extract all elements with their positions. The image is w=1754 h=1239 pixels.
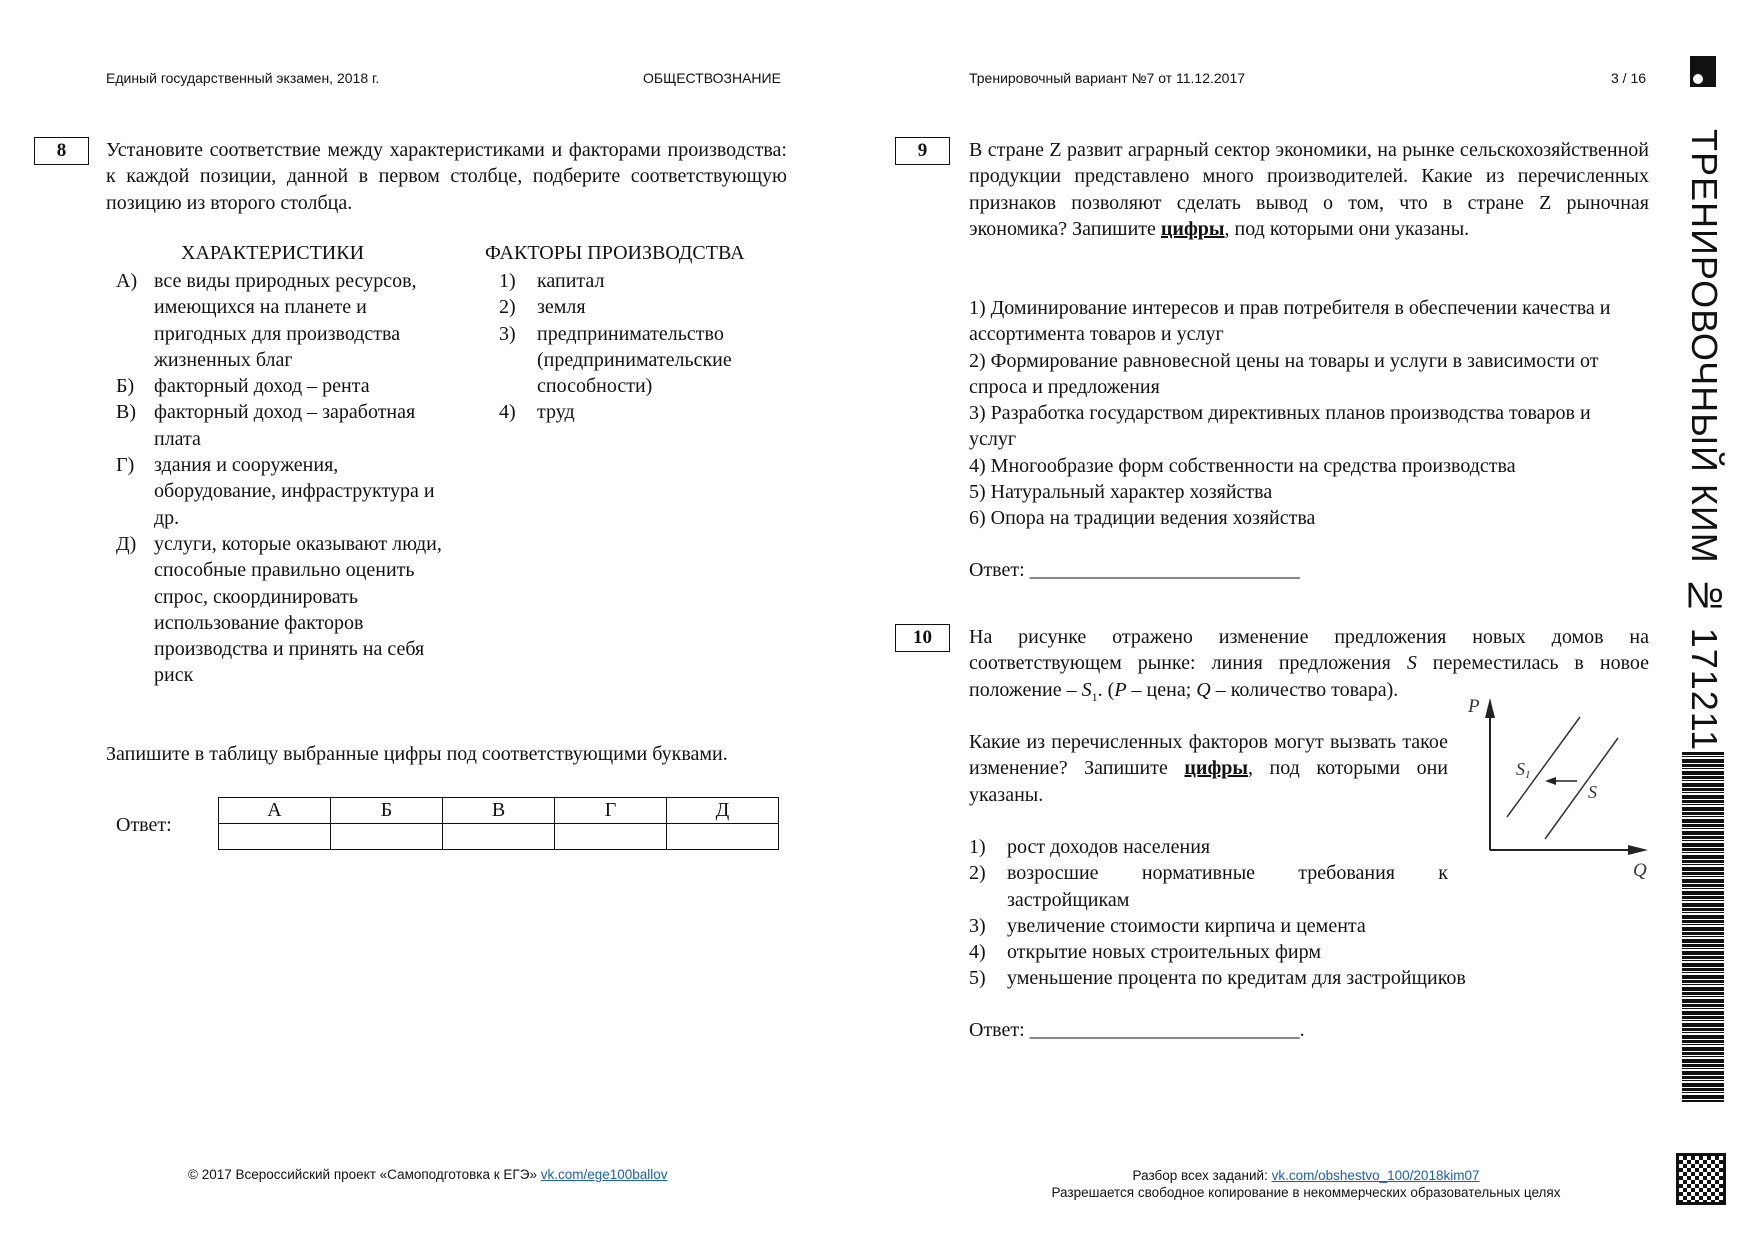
char-item: Д) услуги, которые оказывают люди, способные правильно оценить спрос, скоординировать использование факторов производства и принять на себя риск — [116, 532, 442, 687]
q10-answer[interactable]: Ответ: ___________________________. — [969, 1019, 1305, 1041]
p-label: P — [1468, 696, 1480, 717]
option-item: 1) Доминирование интересов и прав потребителя в обеспечении качества и ассортимента товаров и услуг — [969, 297, 1611, 346]
header-variant: Тренировочный вариант №7 от 11.12.2017 — [969, 70, 1246, 86]
char-item: В) факторный доход – заработная плата — [116, 401, 416, 450]
q10-options — [969, 834, 1489, 992]
header-subject: ОБЩЕСТВОЗНАНИЕ — [643, 70, 781, 86]
qr-code-icon — [1679, 1156, 1723, 1202]
supply-line-s — [1545, 738, 1618, 839]
option-item: 3) увеличение стоимости кирпича и цемента — [969, 914, 1366, 937]
supply-shift-graph — [1450, 690, 1660, 890]
char-item: Г) здания и сооружения, оборудование, инфраструктура и др. — [116, 454, 435, 529]
option-item: 6) Опора на традиции ведения хозяйства — [969, 507, 1316, 530]
q8-col1-title: ХАРАКТЕРИСТИКИ — [181, 242, 365, 264]
logo-square-icon — [1690, 56, 1716, 87]
q10-question: Какие из перечисленных факторов могут вызвать такое изменение? Запишите цифры, под которыми они указаны. — [969, 731, 1449, 806]
p-axis-arrow-icon — [1485, 698, 1495, 718]
factor-item: 4) труд — [499, 401, 575, 424]
footer-link-analysis[interactable]: vk.com/obshestvo_100/2018kim07 — [1271, 1168, 1480, 1183]
option-item: 4) Многообразие форм собственности на средства производства — [969, 454, 1516, 477]
table-header: Д — [667, 798, 779, 824]
q9-text: В стране Z развит аграрный сектор экономики, на рынке сельскохозяйственной продукции представлено много производителей. Какие из перечисленных признаков позволяют сделать вывод о том, что в стране Z рыночная экономика? Запишите цифры, под которыми они указаны. — [969, 139, 1649, 240]
factor-item: 1) капитал — [499, 270, 605, 292]
option-item: 2) возросшие нормативные требования к застройщикам — [969, 862, 1448, 911]
q8-answer-label: Ответ: — [116, 814, 172, 836]
option-item: 1) рост доходов населения — [969, 836, 1211, 858]
q10-intro: На рисунке отражено изменение предложения новых домов на соответствующем рынке: линия предложения S переместилась в новое положение – $S_1$. (P – цена; Q – количество товара). — [969, 626, 1649, 704]
s1-label: S1 — [1516, 759, 1531, 781]
q8-text: Установите соответствие между характеристиками и факторами производства: к каждой позиции, данной в первом столбце, подберите соответствующую позицию из второго столбца. — [106, 139, 787, 214]
q8-col2-title: ФАКТОРЫ ПРОИЗВОДСТВА — [485, 242, 745, 264]
answer-cell[interactable] — [443, 824, 555, 850]
answer-cell[interactable] — [219, 824, 331, 850]
factor-item: 2) земля — [499, 296, 586, 319]
question-number-8: 8 — [34, 137, 89, 165]
q-label: Q — [1633, 860, 1647, 881]
side-title: ТРЕНИРОВОЧНЫЙ КИМ № 171211 — [1684, 129, 1725, 752]
answer-cell[interactable] — [667, 824, 779, 850]
option-item: 2) Формирование равновесной цены на товары и услуги в зависимости от спроса и предложения — [969, 349, 1599, 398]
char-item: А) все виды природных ресурсов, имеющихся на планете и пригодных для производства жизненных благ — [116, 270, 417, 371]
q8-answer-table — [218, 797, 779, 850]
option-item: 5) Натуральный характер хозяйства — [969, 481, 1273, 504]
option-item: 3) Разработка государством директивных планов производства товаров и услуг — [969, 402, 1591, 451]
q8-instruction: Запишите в таблицу выбранные цифры под соответствующими буквами. — [106, 743, 728, 765]
char-item: Б) факторный доход – рента — [116, 375, 370, 398]
page-number: 3 / 16 — [1611, 70, 1647, 86]
s-label: S — [1588, 782, 1597, 802]
footer-left: © 2017 Всероссийский проект «Самоподготовка к ЕГЭ» vk.com/ege100ballov — [188, 1167, 668, 1182]
q9-answer[interactable]: Ответ: ___________________________ — [969, 559, 1300, 581]
factor-item: 3) предпринимательство (предпринимательские способности) — [499, 322, 732, 398]
option-item: 5) уменьшение процента по кредитам для застройщиков — [969, 967, 1466, 990]
question-number-9: 9 — [895, 137, 950, 165]
q-axis-arrow-icon — [1628, 845, 1648, 855]
header-exam: Единый государственный экзамен, 2018 г. — [106, 70, 380, 86]
barcode-icon — [1682, 752, 1724, 1102]
table-header: Б — [331, 798, 443, 824]
q8-characteristics — [116, 268, 442, 689]
q8-factors — [499, 268, 769, 426]
table-header: А — [219, 798, 331, 824]
option-item: 4) открытие новых строительных фирм — [969, 941, 1321, 964]
answer-cell[interactable] — [331, 824, 443, 850]
shift-arrow-head-icon — [1545, 777, 1556, 785]
question-number-10: 10 — [895, 624, 950, 652]
table-header: В — [443, 798, 555, 824]
answer-cell[interactable] — [555, 824, 667, 850]
q9-options — [969, 295, 1629, 532]
footer-right: Разбор всех заданий: vk.com/obshestvo_100/2018kim07 Разрешается свободное копирование в некоммерческих образовательных целях — [1051, 1168, 1561, 1200]
footer-link-ege100[interactable]: vk.com/ege100ballov — [540, 1167, 668, 1182]
table-header: Г — [555, 798, 667, 824]
